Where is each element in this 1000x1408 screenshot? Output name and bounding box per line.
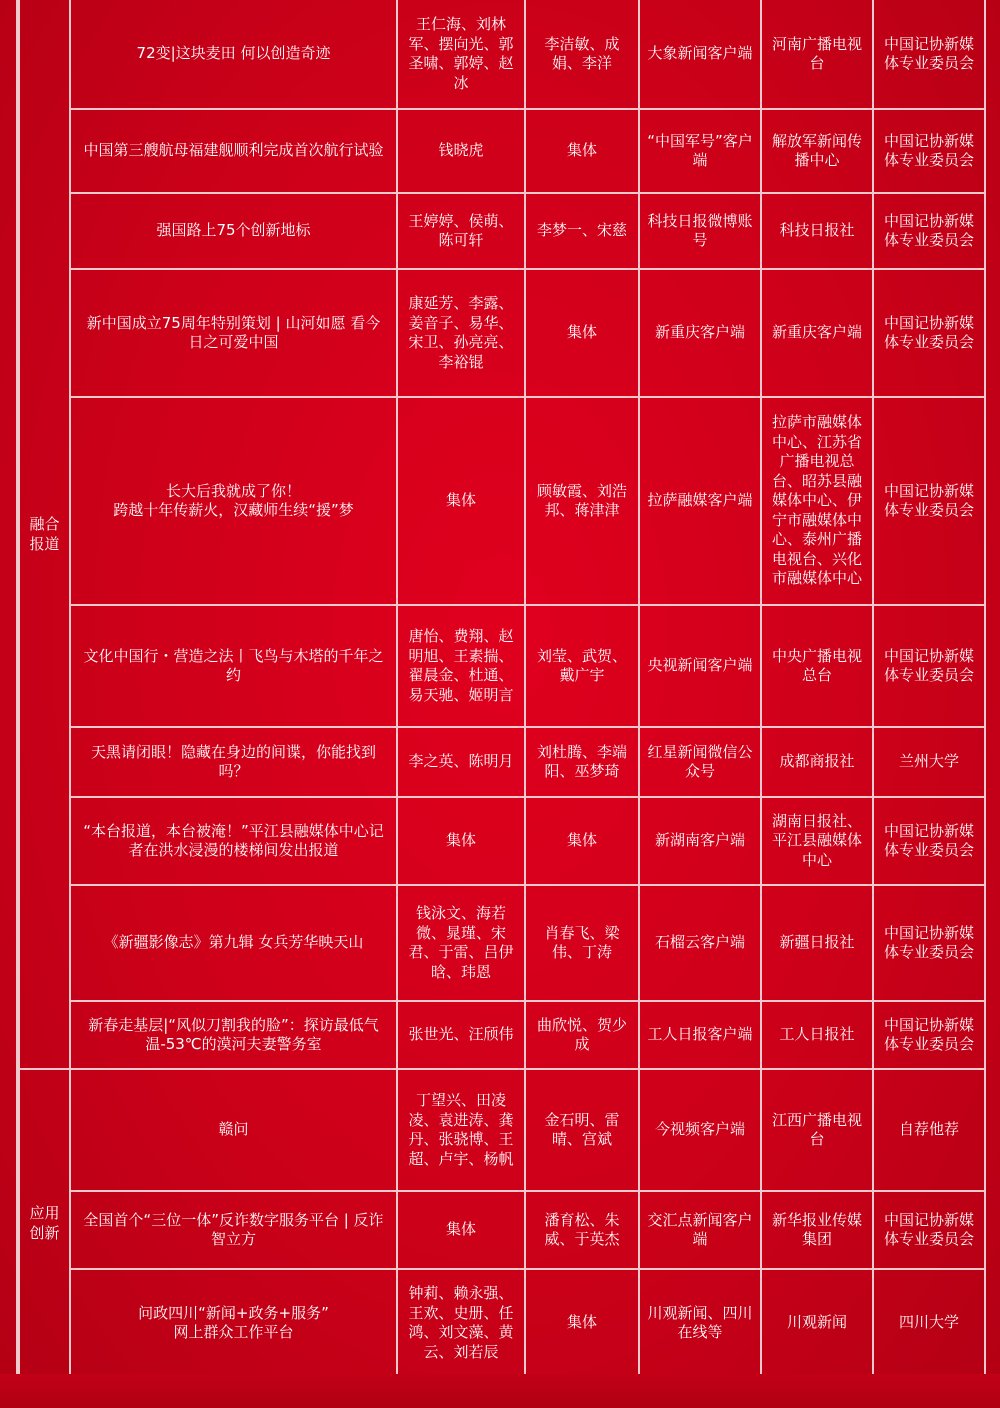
authors-cell: 钱晓虎 [397,109,525,193]
authors-cell: 王婷婷、侯萌、陈可轩 [397,193,525,269]
table-row [19,269,985,397]
platform-cell: 拉萨融媒客户端 [639,397,761,605]
authors-cell: 钟莉、赖永强、王欢、史册、任鸿、刘文藻、黄云、刘若辰 [397,1269,525,1377]
authors-cell: 丁望兴、田凌凌、袁进涛、龚丹、张骁博、王超、卢宇、杨帆 [397,1069,525,1191]
unit-cell: 解放军新闻传播中心 [761,109,873,193]
editors-cell: 潘育松、朱威、于英杰 [525,1191,639,1269]
editors-cell: 刘莹、武贺、戴广宇 [525,605,639,727]
work-title-cell: 新春走基层|“风似刀割我的脸”：探访最低气温-53℃的漠河夫妻警务室 [70,1001,397,1069]
authors-cell: 唐怡、费翔、赵明旭、王素揣、翟晨金、杜通、易天驰、姬明言 [397,605,525,727]
unit-cell: 科技日报社 [761,193,873,269]
work-title-cell: 长大后我就成了你！ 跨越十年传薪火，汉藏师生续“援”梦 [70,397,397,605]
table-row [19,727,985,797]
recommender-cell: 中国记协新媒体专业委员会 [873,797,985,885]
recommender-cell: 中国记协新媒体专业委员会 [873,397,985,605]
work-title-cell: 《新疆影像志》第九辑 女兵芳华映天山 [70,885,397,1001]
table-row [19,605,985,727]
platform-cell: 工人日报客户端 [639,1001,761,1069]
table-row [19,109,985,193]
recommender-cell: 中国记协新媒体专业委员会 [873,885,985,1001]
platform-cell: 石榴云客户端 [639,885,761,1001]
unit-cell: 川观新闻 [761,1269,873,1377]
work-title-cell: 强国路上75个创新地标 [70,193,397,269]
recommender-cell: 中国记协新媒体专业委员会 [873,605,985,727]
editors-cell: 集体 [525,1269,639,1377]
unit-cell: 新疆日报社 [761,885,873,1001]
category-cell: 融合 报道 [19,0,70,1069]
work-title-cell: 新中国成立75周年特别策划 | 山河如愿 看今日之可爱中国 [70,269,397,397]
editors-cell: 金石明、雷晴、宫斌 [525,1069,639,1191]
work-title-cell: 72变|这块麦田 何以创造奇迹 [70,0,397,109]
platform-cell: 交汇点新闻客户端 [639,1191,761,1269]
editors-cell: 肖春飞、梁伟、丁涛 [525,885,639,1001]
recommender-cell: 中国记协新媒体专业委员会 [873,193,985,269]
work-title-cell: 全国首个“三位一体”反诈数字服务平台 | 反诈智立方 [70,1191,397,1269]
platform-cell: 科技日报微博账号 [639,193,761,269]
table-row [19,193,985,269]
authors-cell: 王仁海、刘林军、摆向光、郭圣啸、郭婷、赵冰 [397,0,525,109]
work-title-cell: 天黑请闭眼！隐藏在身边的间谍，你能找到吗？ [70,727,397,797]
recommender-cell: 中国记协新媒体专业委员会 [873,1001,985,1069]
table-row [19,885,985,1001]
unit-cell: 工人日报社 [761,1001,873,1069]
authors-cell: 集体 [397,1191,525,1269]
platform-cell: 今视频客户端 [639,1069,761,1191]
editors-cell: 集体 [525,269,639,397]
work-title-cell: 赣问 [70,1069,397,1191]
editors-cell: 刘杜腾、李端阳、巫梦琦 [525,727,639,797]
authors-cell: 李之英、陈明月 [397,727,525,797]
work-title-cell: 中国第三艘航母福建舰顺利完成首次航行试验 [70,109,397,193]
recommender-cell: 兰州大学 [873,727,985,797]
unit-cell: 中央广播电视总台 [761,605,873,727]
platform-cell: “中国军号”客户端 [639,109,761,193]
work-title-cell: 问政四川“新闻+政务+服务” 网上群众工作平台 [70,1269,397,1377]
unit-cell: 湖南日报社、平江县融媒体中心 [761,797,873,885]
editors-cell: 曲欣悦、贺少成 [525,1001,639,1069]
editors-cell: 顾敏霞、刘浩邦、蒋津津 [525,397,639,605]
recommender-cell: 中国记协新媒体专业委员会 [873,269,985,397]
unit-cell: 新重庆客户端 [761,269,873,397]
platform-cell: 大象新闻客户端 [639,0,761,109]
editors-cell: 李洁敏、成娟、李洋 [525,0,639,109]
authors-cell: 集体 [397,397,525,605]
unit-cell: 成都商报社 [761,727,873,797]
awards-table [18,0,986,1378]
platform-cell: 川观新闻、四川在线等 [639,1269,761,1377]
recommender-cell: 四川大学 [873,1269,985,1377]
authors-cell: 张世光、汪颀伟 [397,1001,525,1069]
table-row [19,1191,985,1269]
category-cell: 应用 创新 [19,1069,70,1377]
table-row [19,0,985,109]
recommender-cell: 中国记协新媒体专业委员会 [873,0,985,109]
bottom-background-band [0,1374,1000,1408]
work-title-cell: “本台报道，本台被淹！”平江县融媒体中心记者在洪水浸漫的楼梯间发出报道 [70,797,397,885]
platform-cell: 红星新闻微信公众号 [639,727,761,797]
editors-cell: 李梦一、宋慈 [525,193,639,269]
recommender-cell: 自荐他荐 [873,1069,985,1191]
platform-cell: 新重庆客户端 [639,269,761,397]
table-row [19,797,985,885]
table-row [19,397,985,605]
platform-cell: 央视新闻客户端 [639,605,761,727]
authors-cell: 康延芳、李露、姜音子、易华、宋卫、孙亮亮、李裕锟 [397,269,525,397]
recommender-cell: 中国记协新媒体专业委员会 [873,109,985,193]
work-title-cell: 文化中国行・营造之法丨飞鸟与木塔的千年之约 [70,605,397,727]
platform-cell: 新湖南客户端 [639,797,761,885]
authors-cell: 钱泳文、海若微、晁瑾、宋君、于雷、吕伊晗、玮恩 [397,885,525,1001]
table-row [19,1001,985,1069]
unit-cell: 江西广播电视台 [761,1069,873,1191]
editors-cell: 集体 [525,109,639,193]
unit-cell: 河南广播电视台 [761,0,873,109]
unit-cell: 新华报业传媒集团 [761,1191,873,1269]
unit-cell: 拉萨市融媒体中心、江苏省广播电视总台、昭苏县融媒体中心、伊宁市融媒体中心、泰州广播电视台、兴化市融媒体中心 [761,397,873,605]
table-row [19,1069,985,1191]
awards-table-sheet [16,0,984,1376]
table-row [19,1269,985,1377]
recommender-cell: 中国记协新媒体专业委员会 [873,1191,985,1269]
editors-cell: 集体 [525,797,639,885]
authors-cell: 集体 [397,797,525,885]
